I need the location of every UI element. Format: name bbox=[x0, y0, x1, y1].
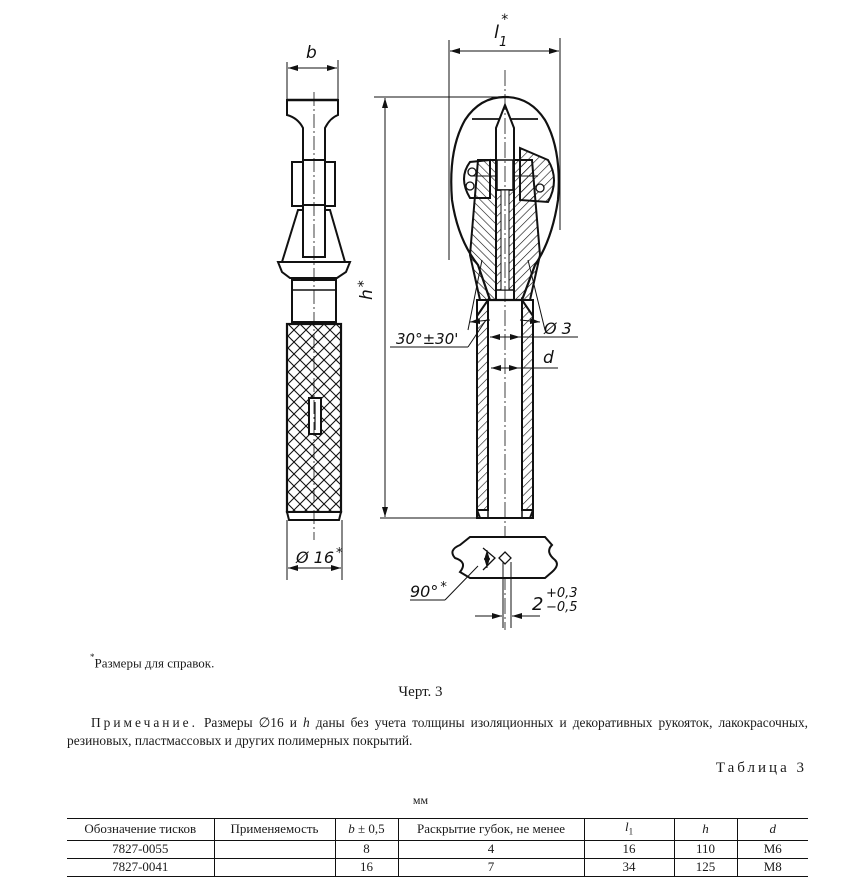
dim-taper-angle-label: 30°±30' bbox=[396, 330, 459, 348]
cell-l1: 34 bbox=[584, 858, 674, 876]
dim-dia16-label: Ø 16 * bbox=[296, 546, 343, 567]
footnote-marker: * bbox=[90, 652, 95, 662]
cell-l1: 16 bbox=[584, 840, 674, 858]
dim-h-star: * bbox=[356, 280, 372, 288]
note-text-after: даны без учета толщины изоляционных и декоративных рукояток, лакокрасочных, резиновых, пластмассовых и других полимерных покрытий. bbox=[67, 715, 808, 748]
dim-dia16-star: * bbox=[336, 546, 343, 561]
header-h: h bbox=[674, 819, 737, 841]
cell-opening: 7 bbox=[398, 858, 584, 876]
note-h: h bbox=[302, 715, 310, 730]
note-text-before: Размеры ∅16 и bbox=[197, 715, 303, 730]
dim-tol-plus: +0,3 bbox=[546, 586, 578, 601]
table-title: Таблица 3 bbox=[715, 760, 807, 776]
dim-dia3-label: Ø 3 bbox=[544, 319, 572, 338]
cell-h: 110 bbox=[674, 840, 737, 858]
dim-b-label: b bbox=[306, 43, 317, 63]
table-header-row bbox=[67, 819, 808, 841]
cell-d: М8 bbox=[737, 858, 808, 876]
cell-b: 16 bbox=[335, 858, 398, 876]
dim-width2-label: 2 bbox=[532, 594, 544, 615]
header-d: d bbox=[737, 819, 808, 841]
header-b: b ± 0,5 bbox=[335, 819, 398, 841]
dim-l1-star: * bbox=[501, 12, 509, 28]
note-paragraph bbox=[67, 714, 808, 750]
table-row bbox=[67, 858, 808, 876]
cell-applicability bbox=[214, 840, 335, 858]
dimensions-table bbox=[67, 818, 808, 877]
dim-angle90-star: * bbox=[440, 580, 447, 595]
header-l1: $l_1$ bbox=[584, 819, 674, 841]
header-designation: Обозначение тисков bbox=[67, 819, 214, 841]
cell-d: М6 bbox=[737, 840, 808, 858]
dim-angle90-label: 90° * bbox=[410, 580, 447, 601]
footnote-text: Размеры для справок. bbox=[94, 655, 215, 671]
cell-b: 8 bbox=[335, 840, 398, 858]
cell-designation: 7827-0055 bbox=[67, 840, 214, 858]
cell-h: 125 bbox=[674, 858, 737, 876]
cell-opening: 4 bbox=[398, 840, 584, 858]
cell-applicability bbox=[214, 858, 335, 876]
header-opening: Раскрытие губок, не менее bbox=[398, 819, 584, 841]
table-units: мм bbox=[412, 793, 429, 807]
dim-tol-minus: −0,5 bbox=[546, 600, 578, 615]
cell-designation: 7827-0041 bbox=[67, 858, 214, 876]
dim-l1-label: $l_1*$ bbox=[494, 12, 509, 50]
footnote bbox=[90, 654, 214, 671]
side-view bbox=[278, 60, 350, 580]
dim-l1-sub: 1 bbox=[499, 35, 508, 50]
note-label: Примечание. bbox=[91, 715, 198, 730]
table-row bbox=[67, 840, 808, 858]
dim-h-label: h* bbox=[356, 280, 377, 300]
figure-caption: Черт. 3 bbox=[398, 684, 443, 700]
dim-d-label: d bbox=[543, 348, 554, 368]
header-applicability: Применяемость bbox=[214, 819, 335, 841]
